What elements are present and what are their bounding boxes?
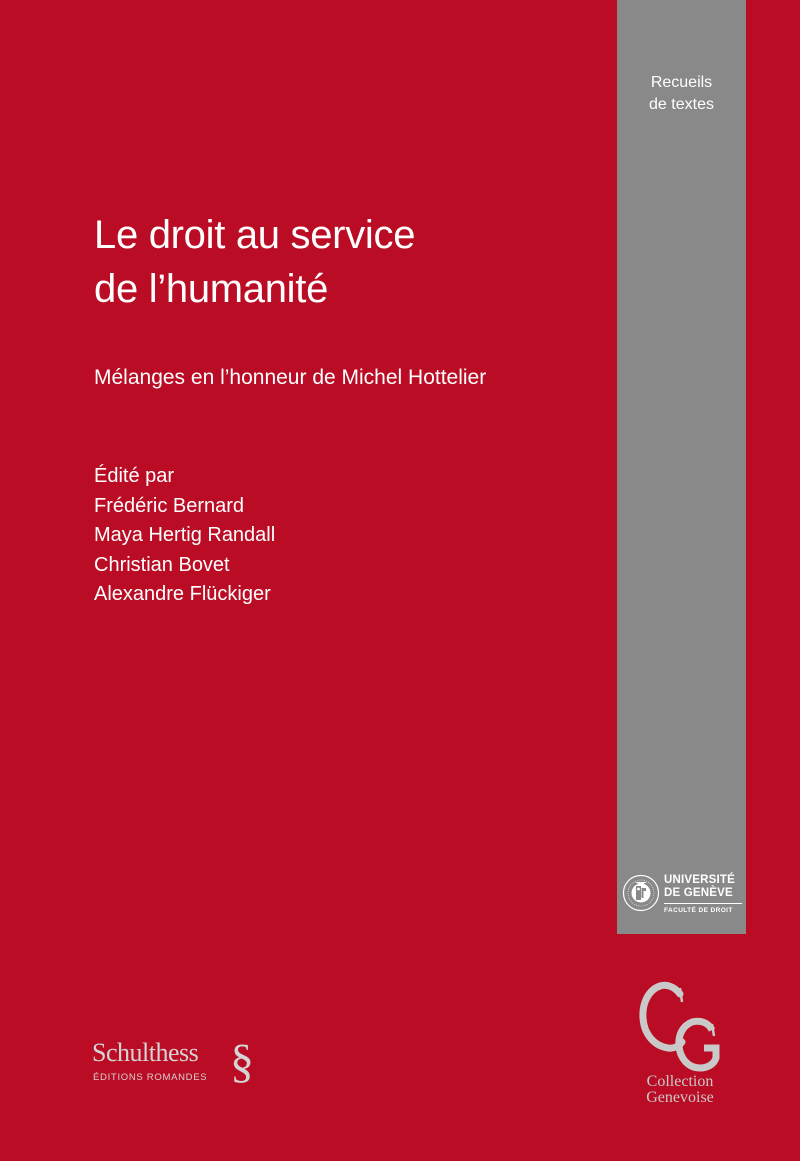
university-divider [664,903,742,904]
series-label-line2: de textes [649,96,714,113]
editors-label: Édité par [94,465,175,487]
university-name: UNIVERSITÉ DE GENÈVE [664,874,736,899]
editor-name: Christian Bovet [94,553,230,576]
collection-name: Collection Genevoise [646,1073,714,1106]
university-faculty: FACULTÉ DE DROIT [664,907,733,914]
section-sign-icon: § [230,1035,254,1088]
publisher-name: Schulthess [92,1038,199,1067]
editors-block [94,462,275,610]
editor-name: Frédéric Bernard [94,494,245,517]
publisher-logo [92,1035,262,1093]
publisher-imprint: ÉDITIONS ROMANDES [93,1072,208,1083]
university-logo [622,870,744,924]
series-label [617,72,746,116]
series-label-line1: Recueils [650,74,713,91]
series-band [617,0,746,934]
editor-name: Maya Hertig Randall [94,524,276,546]
book-title-line1: Le droit au service [94,213,416,257]
university-seal-icon [622,874,660,912]
book-title-line2: de l’humanité [94,267,329,311]
editor-name: Alexandre Flückiger [94,583,271,605]
cg-monogram-icon [630,980,730,1074]
collection-genevoise-logo [630,980,730,1120]
book-subtitle: Mélanges en l’honneur de Michel Hottelier [94,366,487,389]
book-title [94,208,415,316]
